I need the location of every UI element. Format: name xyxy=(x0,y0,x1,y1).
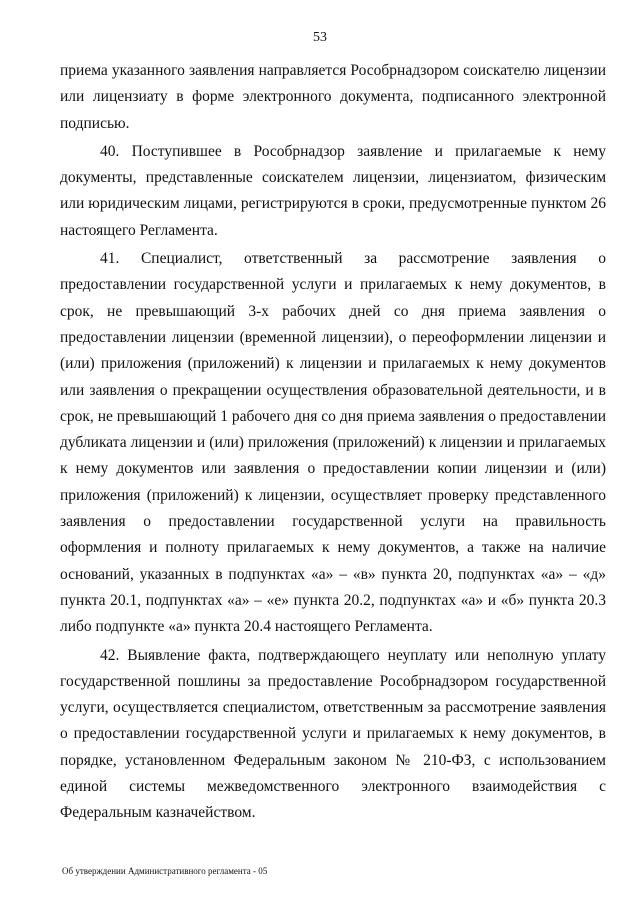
paragraph-42: 42. Выявление факта, подтверждающего неуплату или неполную уплату государственной пошлины за предоставление Рособрнадзором государственной услуги, осуществляется специалистом, ответственным за рассмотрение заявления о предоставлении государственной услуги и прилагаемых к нему документов, в порядке, установленном Федеральным законом № 210-ФЗ, с использованием единой системы межведомственного электронного взаимодействия с Федеральным казначейством. xyxy=(60,646,606,822)
page-number: 53 xyxy=(313,30,327,45)
paragraph-41: 41. Специалист, ответственный за рассмотрение заявления о предоставлении государственной услуги и прилагаемых к нему документов, в срок, не превышающий 3-х рабочих дней со дня приема заявления о предоставлении лицензии (временной лицензии), о переоформлении лицензии и (или) приложения (приложений) к лицензии и прилагаемых к нему документов или заявления о прекращении осуществления образовательной деятельности, и в срок, не превышающий 1 рабочего дня со дня приема заявления о предоставлении дубликата лицензии и (или) приложения (приложений) к лицензии и прилагаемых к нему документов или заявления о предоставлении копии лицензии и (или) приложения (приложений) к лицензии, осуществляет проверку представленного заявления о предоставлении государственной услуги на правильность оформления и полноту прилагаемых к нему документов, а также на наличие оснований, указанных в подпунктах «а» – «в» пункта 20, подпунктах «а» – «д» пункта 20.1, подпунктах «а» – «е» пункта 20.2, подпунктах «а» и «б» пункта 20.3 либо подпункте «а» пункта 20.4 настоящего Регламента. xyxy=(60,250,606,636)
document-body xyxy=(60,58,606,827)
paragraph-40: 40. Поступившее в Рособрнадзор заявление и прилагаемые к нему документы, представленные соискателем лицензии, лицензиатом, физическим или юридическим лицами, регистрируются в сроки, предусмотренные пунктом 26 настоящего Регламента. xyxy=(60,142,606,239)
page-footer: Об утверждении Административного регламента - 05 xyxy=(62,866,268,876)
paragraph-continuation: приема указанного заявления направляется Рособрнадзором соискателю лицензии или лицензиату в форме электронного документа, подписанного электронной подписью. xyxy=(60,62,606,132)
